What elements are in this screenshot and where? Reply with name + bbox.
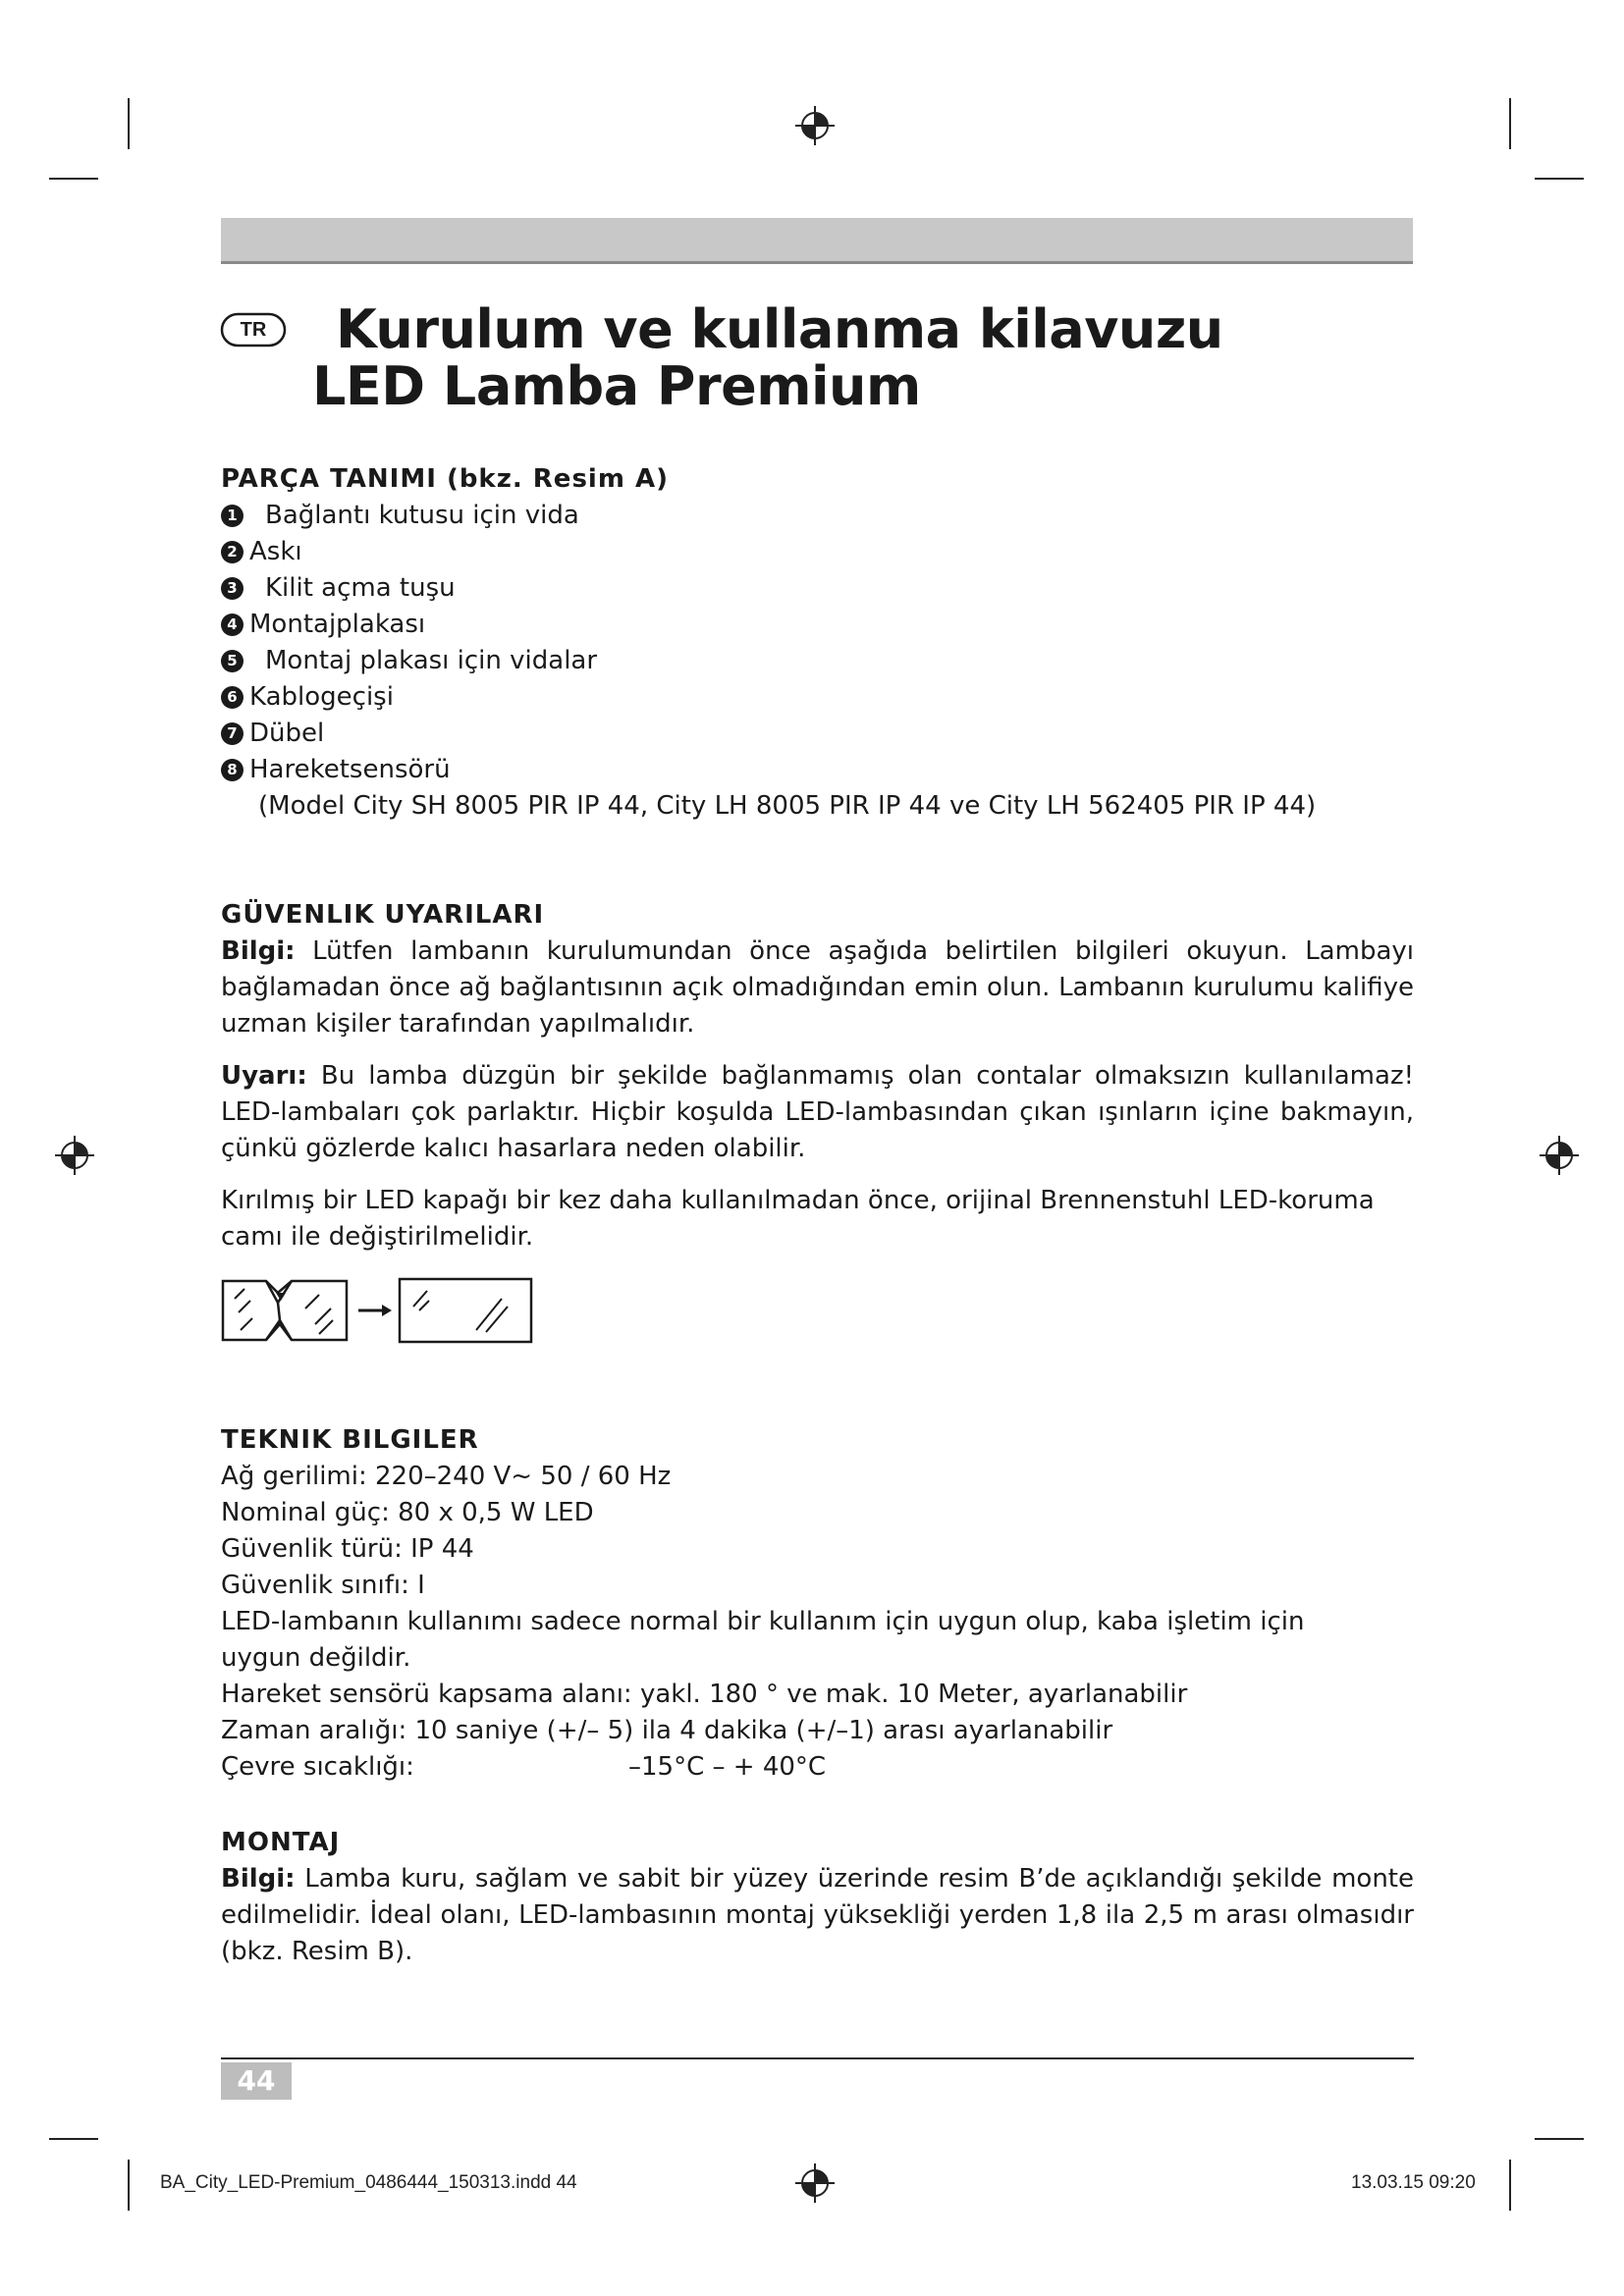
list-item-label: Bağlantı kutusu için vida <box>265 501 579 530</box>
spec-line: Ağ gerilimi: 220–240 V~ 50 / 60 Hz <box>221 1462 672 1491</box>
header-bar <box>221 218 1413 264</box>
spec-line: Güvenlik sınıfı: I <box>221 1571 425 1600</box>
montage-info-paragraph <box>221 1861 1414 1970</box>
technical-heading: TEKNIK BILGILER <box>221 1425 479 1455</box>
list-item <box>221 498 1414 534</box>
warning-text: Bu lamba düzgün bir şekilde bağlanmamış olan contalar olmaksızın kullanılamaz! LED-lambaları çok parlaktır. Hiçbir koşulda LED-lambasından çıkan ışınların içine bakmayın, çünkü gözlerde kalıcı hasarlara neden olabilir. <box>221 1061 1415 1163</box>
list-item <box>221 607 1414 643</box>
info-label: Bilgi: <box>221 936 296 966</box>
number-badge: 8 <box>221 759 244 781</box>
model-note: (Model City SH 8005 PIR IP 44, City LH 8005 PIR IP 44 ve City LH 562405 PIR IP 44) <box>258 791 1317 821</box>
number-badge: 1 <box>221 505 244 527</box>
warning-label: Uyarı: <box>221 1061 307 1091</box>
temperature-label: Çevre sıcaklığı: <box>221 1752 414 1782</box>
safety-warning-paragraph <box>221 1058 1414 1167</box>
list-item-label: Montaj plakası için vidalar <box>265 646 598 675</box>
number-badge: 4 <box>221 614 244 636</box>
glass-replacement-illustration <box>221 1269 1414 1350</box>
temperature-value: –15°C – + 40°C <box>628 1752 827 1782</box>
crop-mark <box>1535 178 1584 180</box>
list-item <box>221 534 1414 570</box>
footer-rule <box>221 2057 1414 2059</box>
registration-mark-icon <box>53 1134 96 1177</box>
crop-mark <box>49 178 98 180</box>
list-item <box>221 570 1414 607</box>
language-badge <box>220 312 287 347</box>
safety-heading: GÜVENLIK UYARILARI <box>221 900 545 930</box>
registration-mark-icon <box>1538 1134 1581 1177</box>
number-badge: 6 <box>221 686 244 709</box>
slug-filename: BA_City_LED-Premium_0486444_150313.indd 44 <box>160 2172 577 2193</box>
safety-info-paragraph <box>221 934 1414 1042</box>
registration-mark-icon <box>793 104 837 147</box>
crop-mark <box>1509 2160 1511 2211</box>
main-content <box>221 461 1414 1970</box>
registration-mark-icon <box>793 2162 837 2205</box>
number-badge: 5 <box>221 650 244 672</box>
parts-heading: PARÇA TANIMI (bkz. Resim A) <box>221 464 669 494</box>
crop-mark <box>1535 2138 1584 2140</box>
list-item-label: Hareketsensörü <box>249 755 451 784</box>
spec-line: Hareket sensörü kapsama alanı: yakl. 180 ° ve mak. 10 Meter, ayarlanabilir <box>221 1680 1188 1709</box>
crop-mark <box>128 2160 130 2211</box>
page-number: 44 <box>221 2062 292 2100</box>
crop-mark <box>1509 98 1511 149</box>
technical-specs <box>221 1459 1414 1786</box>
spec-line: Nominal güç: 80 x 0,5 W LED <box>221 1498 594 1527</box>
spec-line: LED-lambanın kullanımı sadece normal bir kullanım için uygun olup, kaba işletim için uygun değildir. <box>221 1607 1305 1673</box>
number-badge: 3 <box>221 577 244 600</box>
spec-line-temperature <box>221 1749 1414 1786</box>
list-item-label: Kilit açma tuşu <box>265 573 456 603</box>
number-badge: 7 <box>221 722 244 745</box>
montage-heading: MONTAJ <box>221 1828 341 1857</box>
glass-replacement-paragraph: Kırılmış bir LED kapağı bir kez daha kullanılmadan önce, orijinal Brennenstuhl LED-koruma camı ile değiştirilmelidir. <box>221 1186 1375 1252</box>
slug-timestamp: 13.03.15 09:20 <box>1351 2172 1476 2193</box>
page-title: Kurulum ve kullanma kilavuzu <box>336 298 1223 360</box>
language-badge-label: TR <box>240 319 267 341</box>
list-item <box>221 679 1414 716</box>
parts-list <box>221 498 1414 788</box>
broken-glass-to-new-glass-icon <box>221 1269 535 1350</box>
info-label: Bilgi: <box>221 1864 296 1894</box>
list-item-label: Askı <box>249 537 302 566</box>
info-text: Lamba kuru, sağlam ve sabit bir yüzey üzerinde resim B’de açıklandığı şekilde monte edilmelidir. İdeal olanı, LED-lambasının montaj yüksekliği yerden 1,8 ila 2,5 m arası olmasıdır (bkz. Resim B). <box>221 1864 1414 1966</box>
list-item-label: Kablogeçişi <box>249 682 394 712</box>
crop-mark <box>128 98 130 149</box>
spec-line: Zaman aralığı: 10 saniye (+/– 5) ila 4 dakika (+/–1) arası ayarlanabilir <box>221 1716 1113 1745</box>
info-text: Lütfen lambanın kurulumundan önce aşağıda belirtilen bilgileri okuyun. Lambayı bağlamadan önce ağ bağlantısının açık olmadığından emin olun. Lambanın kurulumu kalifiye uzman kişiler tarafından yapılmalıdır. <box>221 936 1414 1039</box>
number-badge: 2 <box>221 541 244 563</box>
list-item <box>221 643 1414 679</box>
list-item <box>221 752 1414 788</box>
spec-line: Güvenlik türü: IP 44 <box>221 1534 474 1564</box>
page-subtitle: LED Lamba Premium <box>312 355 921 417</box>
list-item-label: Dübel <box>249 719 325 748</box>
list-item <box>221 716 1414 752</box>
list-item-label: Montajplakası <box>249 610 426 639</box>
crop-mark <box>49 2138 98 2140</box>
